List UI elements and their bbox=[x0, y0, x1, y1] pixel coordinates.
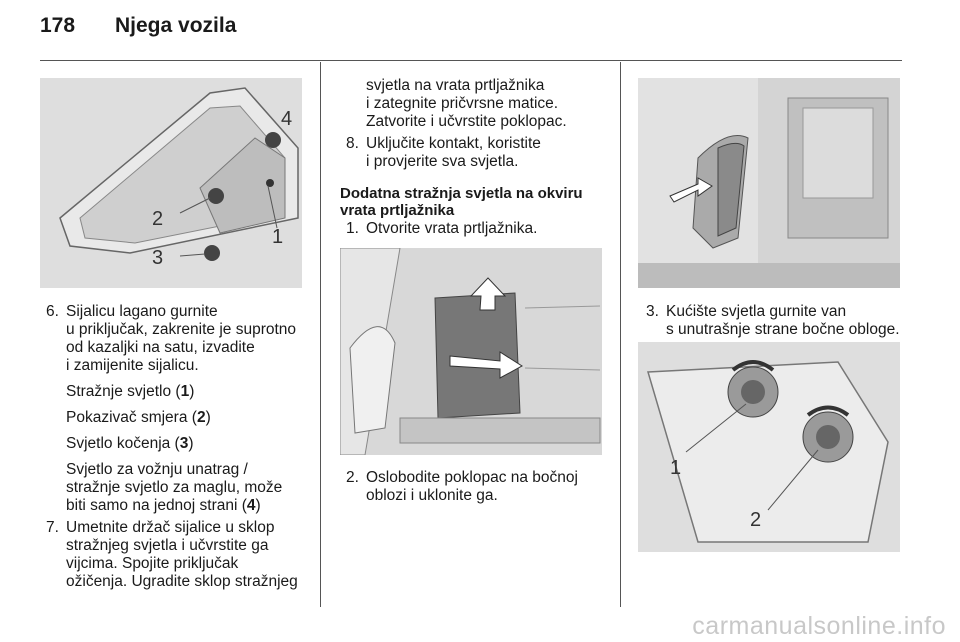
column-divider-1 bbox=[320, 62, 321, 607]
column-1-text bbox=[40, 303, 315, 591]
callout-1: 1 bbox=[272, 226, 284, 248]
column-2-text-top bbox=[340, 77, 610, 238]
step-3: 3. Kućište svjetla gurnite van s unutrašnje strane bočne obloge. bbox=[646, 303, 900, 338]
column-3-text bbox=[640, 303, 910, 339]
callout-3: 3 bbox=[152, 247, 164, 269]
step-2: 2. Oslobodite poklopac na bočnoj oblozi i uklonite ga. bbox=[346, 469, 578, 504]
callout-2: 2 bbox=[750, 509, 762, 531]
watermark: carmanualsonline.info bbox=[692, 612, 946, 640]
callout-4: 4 bbox=[281, 108, 293, 130]
page-number: 178 bbox=[40, 14, 76, 37]
section-heading: Dodatna stražnja svjetla na okviru vrata prtljažnika bbox=[340, 185, 583, 219]
column-divider-2 bbox=[620, 62, 621, 607]
figure-side-cover bbox=[340, 248, 602, 455]
step-8: 8. Uključite kontakt, koristite i provjerite sva svjetla. bbox=[346, 135, 541, 170]
step-7: 7. Umetnite držač sijalice u sklop stražnjeg svjetla i učvrstite ga vijcima. Spojite priključak ožičenja. Ugradite sklop stražnjeg bbox=[46, 519, 298, 590]
page-title: Njega vozila bbox=[115, 14, 237, 37]
step-1: 1. Otvorite vrata prtljažnika. bbox=[346, 220, 538, 237]
figure-tailgate-light bbox=[638, 78, 900, 288]
bulb-reverse-fog: Svjetlo za vožnju unatrag / stražnje svjetlo za maglu, može biti samo na jednoj strani (4) bbox=[66, 461, 283, 514]
bulb-brake-light: Svjetlo kočenja (3) bbox=[66, 435, 194, 452]
callout-1: 1 bbox=[670, 457, 682, 479]
callout-2: 2 bbox=[152, 208, 164, 230]
figure-bulb-sockets bbox=[638, 342, 900, 552]
header-rule bbox=[40, 60, 902, 61]
column-2-text-bottom bbox=[340, 469, 610, 505]
step-6: 6. Sijalicu lagano gurnite u priključak, zakrenite je suprotno od kazaljki na satu, izvadite i zamijenite sijalicu. bbox=[46, 303, 297, 374]
step-7-continued: svjetla na vrata prtljažnika i zategnite pričvrsne matice. Zatvorite i učvrstite poklopac. bbox=[366, 77, 567, 130]
bulb-rear-light: Stražnje svjetlo (1) bbox=[66, 383, 195, 400]
figure-tail-light-assembly bbox=[40, 78, 302, 288]
bulb-turn-signal: Pokazivač smjera (2) bbox=[66, 409, 211, 426]
